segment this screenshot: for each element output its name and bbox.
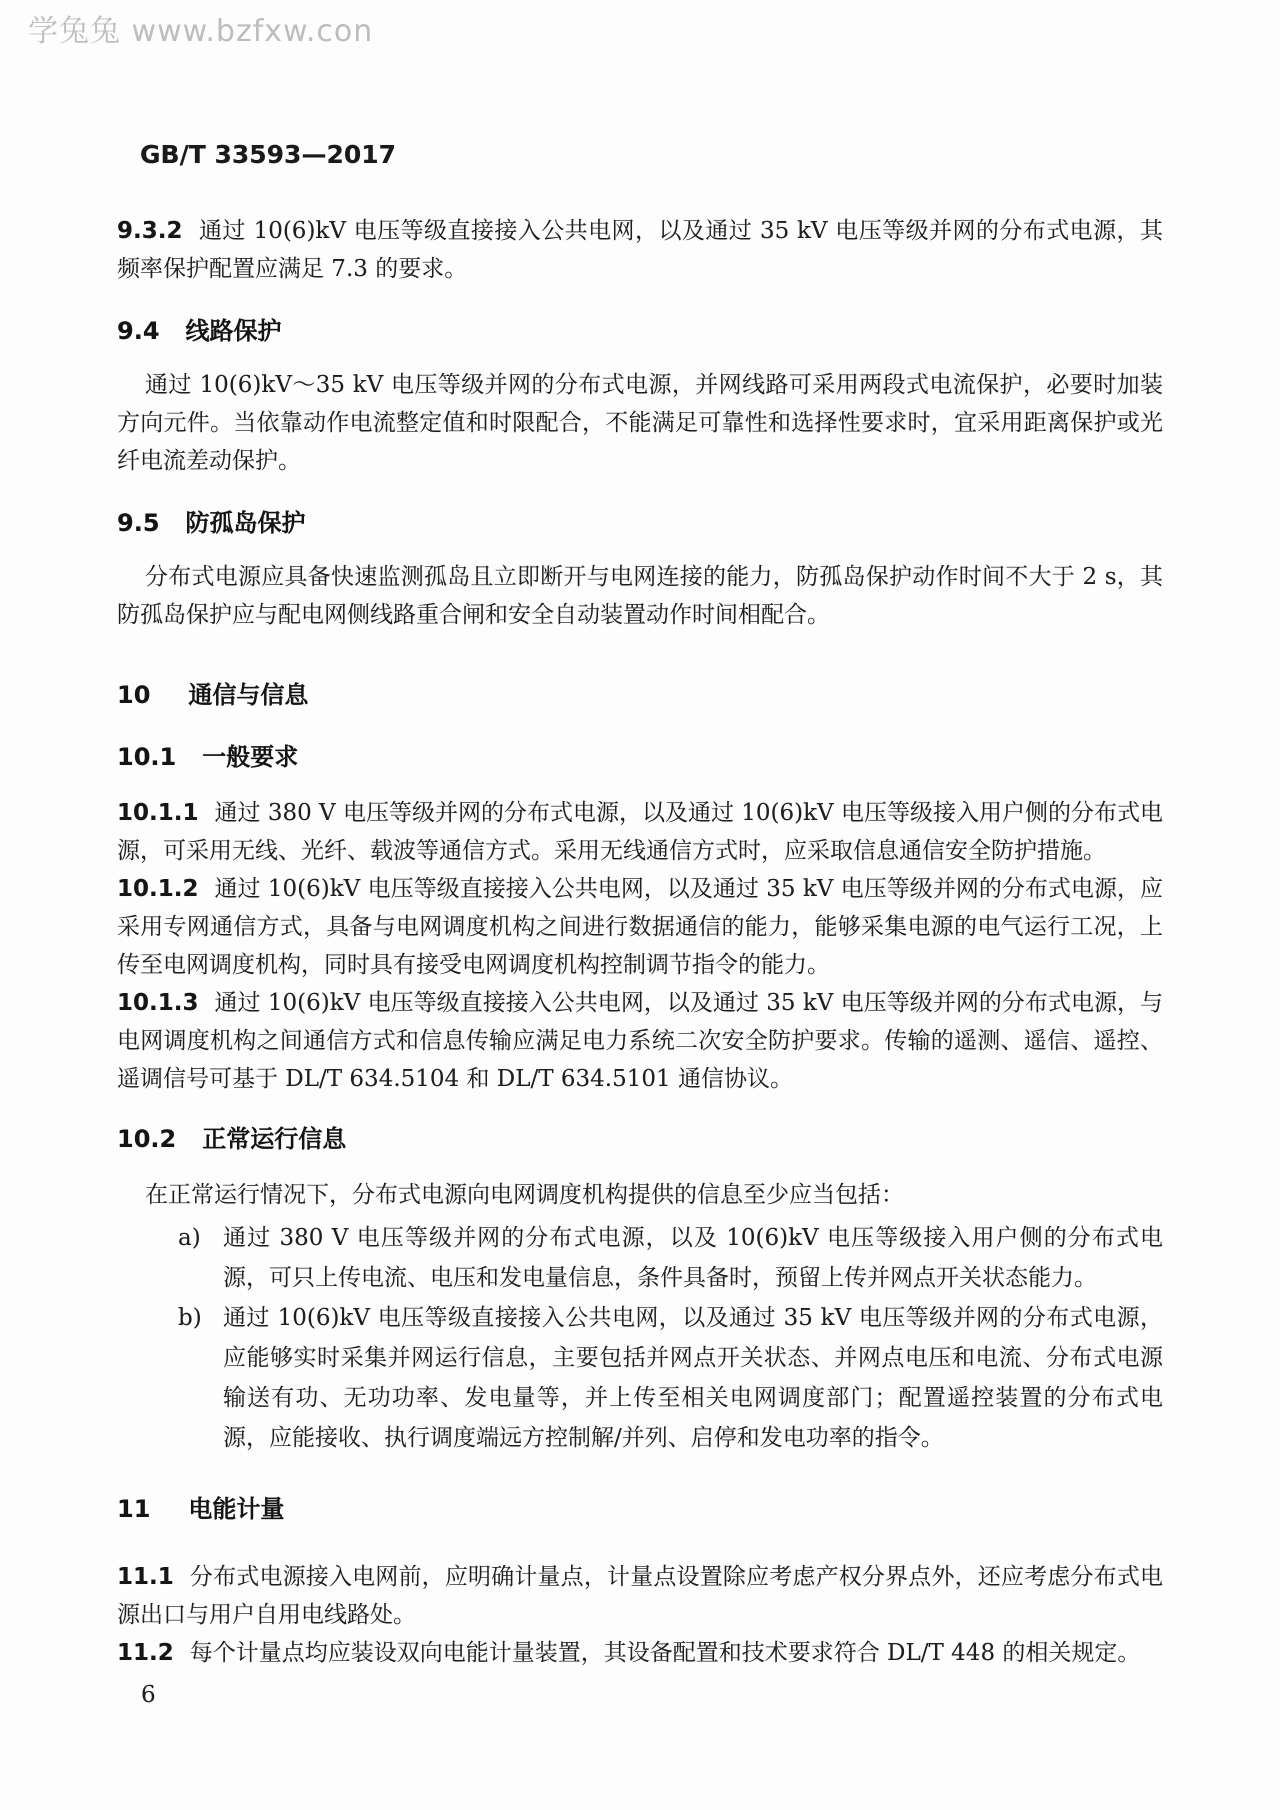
clause-text: 通过 10(6)kV 电压等级直接接入公共电网，以及通过 35 kV 电压等级并网的分布式电源，其频率保护配置应满足 7.3 的要求。 <box>117 218 1163 282</box>
clause-text: 分布式电源接入电网前，应明确计量点，计量点设置除应考虑产权分界点外，还应考虑分布式电源出口与用户自用电线路处。 <box>117 1564 1163 1628</box>
heading-number: 9.4 <box>117 317 160 345</box>
heading-10 <box>117 680 1163 710</box>
paragraph-9-5: 分布式电源应具备快速监测孤岛且立即断开与电网连接的能力，防孤岛保护动作时间不大于 2 s，其防孤岛保护应与配电网侧线路重合闸和安全自动装置动作时间相配合。 <box>117 564 1163 628</box>
ordered-list <box>117 1218 1163 1458</box>
heading-number: 10.2 <box>117 1125 177 1153</box>
clause-9-3-2 <box>117 212 1163 288</box>
clause-text: 每个计量点均应装设双向电能计量装置，其设备配置和技术要求符合 DL/T 448 的相关规定。 <box>189 1640 1141 1666</box>
clause-number: 9.3.2 <box>117 218 183 244</box>
clause-number: 10.1.1 <box>117 800 199 826</box>
watermark: 学兔兔 www.bzfxw.con <box>28 14 374 49</box>
list-marker: a) <box>178 1225 201 1251</box>
paragraph-10-2-intro: 在正常运行情况下，分布式电源向电网调度机构提供的信息至少应当包括： <box>145 1182 904 1208</box>
heading-title: 电能计量 <box>188 1495 285 1523</box>
clause-number: 10.1.3 <box>117 990 199 1016</box>
list-item-a <box>117 1218 1163 1298</box>
clause-number: 10.1.2 <box>117 876 199 902</box>
heading-number: 10 <box>117 681 151 709</box>
list-item-b <box>117 1298 1163 1458</box>
heading-10-2 <box>117 1124 1163 1154</box>
heading-9-4 <box>117 316 1163 346</box>
heading-title: 线路保护 <box>185 317 282 345</box>
clause-text: 通过 10(6)kV 电压等级直接接入公共电网，以及通过 35 kV 电压等级并网的分布式电源，应采用专网通信方式，具备与电网调度机构之间进行数据通信的能力，能够采集电源的电气运行工况，上传至电网调度机构，同时具有接受电网调度机构控制调节指令的能力。 <box>117 876 1163 978</box>
clause-number: 11.1 <box>117 1564 174 1590</box>
list-item-text: 通过 380 V 电压等级并网的分布式电源，以及 10(6)kV 电压等级接入用户侧的分布式电源，可只上传电流、电压和发电量信息，条件具备时，预留上传并网点开关状态能力。 <box>223 1225 1163 1291</box>
heading-title: 一般要求 <box>202 743 299 771</box>
heading-title: 防孤岛保护 <box>185 509 306 537</box>
clause-text: 通过 10(6)kV 电压等级直接接入公共电网，以及通过 35 kV 电压等级并网的分布式电源，与电网调度机构之间通信方式和信息传输应满足电力系统二次安全防护要求。传输的遥测、遥信、遥控、遥调信号可基于 DL/T 634.5104 和 DL/T 634.5101 通信协议。 <box>117 990 1163 1092</box>
heading-title: 通信与信息 <box>188 681 309 709</box>
page-number: 6 <box>141 1682 156 1708</box>
clause-text: 通过 380 V 电压等级并网的分布式电源，以及通过 10(6)kV 电压等级接入用户侧的分布式电源，可采用无线、光纤、载波等通信方式。采用无线通信方式时，应采取信息通信安全防护措施。 <box>117 800 1163 864</box>
paragraph-9-4: 通过 10(6)kV～35 kV 电压等级并网的分布式电源，并网线路可采用两段式电流保护，必要时加装方向元件。当依靠动作电流整定值和时限配合，不能满足可靠性和选择性要求时，宜采用距离保护或光纤电流差动保护。 <box>117 372 1163 474</box>
heading-title: 正常运行信息 <box>202 1125 347 1153</box>
clause-11-1 <box>117 1558 1163 1634</box>
list-marker: b) <box>178 1305 202 1331</box>
standard-number: GB/T 33593—2017 <box>140 140 397 169</box>
heading-number: 11 <box>117 1495 151 1523</box>
clause-11-2 <box>117 1634 1163 1672</box>
clause-number: 11.2 <box>117 1640 174 1666</box>
page-content <box>117 140 1163 1714</box>
clause-10-1-3 <box>117 984 1163 1098</box>
heading-number: 10.1 <box>117 743 177 771</box>
heading-10-1 <box>117 742 1163 772</box>
clause-10-1-1 <box>117 794 1163 870</box>
clause-10-1-2 <box>117 870 1163 984</box>
heading-number: 9.5 <box>117 509 160 537</box>
heading-9-5 <box>117 508 1163 538</box>
list-item-text: 通过 10(6)kV 电压等级直接接入公共电网，以及通过 35 kV 电压等级并网的分布式电源，应能够实时采集并网运行信息，主要包括并网点开关状态、并网点电压和电流、分布式电源输送有功、无功功率、发电量等，并上传至相关电网调度部门；配置遥控装置的分布式电源，应能接收、执行调度端远方控制解/并列、启停和发电功率的指令。 <box>223 1305 1163 1451</box>
heading-11 <box>117 1494 1163 1524</box>
